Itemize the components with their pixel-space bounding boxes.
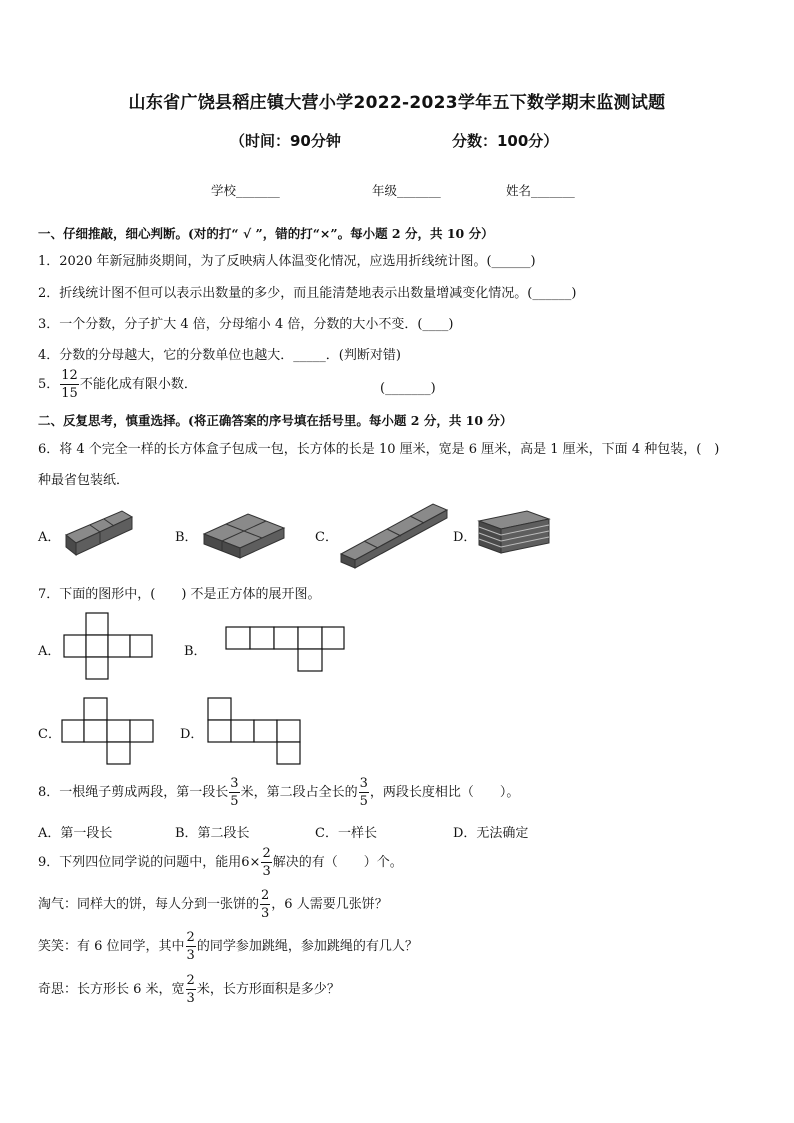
q6-option-c-label: C． bbox=[315, 530, 338, 545]
fraction-3-5 bbox=[359, 777, 369, 808]
grade-field[interactable]: 年级_______ bbox=[372, 183, 441, 198]
section-heading-2: 二、反复思考，慎重选择。(将正确答案的序号填在括号里。每小题 2 分，共 10 分） bbox=[38, 413, 513, 428]
fraction-denominator: 5 bbox=[359, 794, 368, 809]
q8-choice-c: C．一样长 bbox=[315, 826, 377, 841]
question-9-part-2: 解决的有（ ）个。 bbox=[272, 855, 403, 870]
cube-net-a bbox=[63, 612, 158, 682]
q7-option-d-label: D． bbox=[180, 727, 204, 742]
statement-taoqi-part-2: ，6 人需要几张饼？ bbox=[271, 897, 388, 912]
question-7: 7．下面的图形中，( ) 不是正方体的展开图。 bbox=[38, 587, 321, 602]
question-5 bbox=[38, 369, 197, 400]
q8-choice-a: A．第一段长 bbox=[38, 826, 113, 841]
fraction-denominator: 15 bbox=[61, 386, 78, 401]
question-5-number: 5． bbox=[38, 377, 60, 392]
question-3: 3．一个分数，分子扩大 4 倍，分母缩小 4 倍，分数的大小不变．(____) bbox=[38, 317, 454, 332]
fraction-numerator: 2 bbox=[186, 973, 195, 988]
question-8 bbox=[38, 777, 519, 808]
fraction-numerator: 3 bbox=[359, 776, 368, 791]
fraction-2-3 bbox=[260, 889, 270, 920]
question-8-part-2: 米，第二段占全长的 bbox=[240, 785, 358, 800]
q8-choice-d: D．无法确定 bbox=[453, 826, 529, 841]
q7-option-b-label: B． bbox=[184, 644, 207, 659]
package-a-illustration bbox=[60, 505, 140, 560]
package-c-illustration bbox=[335, 498, 450, 573]
fraction-denominator: 3 bbox=[262, 864, 271, 879]
q6-option-d-label: D． bbox=[453, 530, 477, 545]
fraction-numerator: 2 bbox=[261, 888, 270, 903]
fraction-denominator: 3 bbox=[186, 991, 195, 1006]
fraction-numerator: 2 bbox=[186, 930, 195, 945]
fraction-2-3 bbox=[186, 931, 196, 962]
name-field[interactable]: 姓名_______ bbox=[506, 183, 575, 198]
question-1: 1．2020 年新冠肺炎期间，为了反映病人体温变化情况，应选用折线统计图。(______) bbox=[38, 254, 536, 269]
fraction-numerator: 2 bbox=[262, 846, 271, 861]
question-9-part-1: 9．下列四位同学说的问题中，能用 bbox=[38, 855, 242, 870]
question-5-text: 不能化成有限小数． bbox=[79, 377, 197, 392]
cube-net-d bbox=[207, 697, 307, 767]
fraction-12-15 bbox=[60, 369, 79, 400]
fraction-denominator: 3 bbox=[186, 948, 195, 963]
statement-qisi bbox=[38, 974, 340, 1005]
statement-qisi-part-1: 奇思：长方形长 6 米，宽 bbox=[38, 982, 185, 997]
fraction-3-5 bbox=[229, 777, 239, 808]
fraction-denominator: 3 bbox=[261, 906, 270, 921]
package-d-illustration bbox=[475, 507, 555, 559]
statement-xiaoxiao-part-1: 笑笑：有 6 位同学，其中 bbox=[38, 939, 185, 954]
q6-option-b-label: B． bbox=[175, 530, 198, 545]
statement-xiaoxiao bbox=[38, 931, 418, 962]
cube-net-c bbox=[61, 697, 159, 767]
section-heading-1: 一、仔细推敲，细心判断。(对的打“ √ ”，错的打“×”。每小题 2 分，共 10 分） bbox=[38, 226, 494, 241]
statement-taoqi bbox=[38, 889, 388, 920]
question-8-part-1: 8．一根绳子剪成两段，第一段长 bbox=[38, 785, 229, 800]
statement-taoqi-part-1: 淘气：同样大的饼，每人分到一张饼的 bbox=[38, 897, 260, 912]
q8-choice-b: B．第二段长 bbox=[175, 826, 250, 841]
question-4: 4．分数的分母越大，它的分数单位也越大．_____．(判断对错) bbox=[38, 348, 401, 363]
fraction-numerator: 3 bbox=[230, 776, 239, 791]
cube-net-b bbox=[225, 626, 350, 676]
page-title: 山东省广饶县稻庄镇大营小学2022-2023学年五下数学期末监测试题 bbox=[128, 93, 666, 113]
school-field[interactable]: 学校_______ bbox=[211, 183, 280, 198]
q7-option-c-label: C． bbox=[38, 727, 61, 742]
q7-option-a-label: A． bbox=[38, 644, 61, 659]
fraction-2-3 bbox=[261, 847, 271, 878]
fraction-numerator: 12 bbox=[61, 368, 78, 383]
q6-option-a-label: A． bbox=[38, 530, 61, 545]
question-8-part-3: ，两段长度相比（ ）。 bbox=[369, 785, 520, 800]
question-6-line-1: 6．将 4 个完全一样的长方体盒子包成一包，长方体的长是 10 厘米，宽是 6 厘米，高是 1 厘米，下面 4 种包装，( ) bbox=[38, 442, 720, 457]
package-b-illustration bbox=[198, 500, 288, 560]
question-5-blank[interactable]: (_______) bbox=[380, 381, 436, 396]
statement-qisi-part-2: 米，长方形面积是多少？ bbox=[196, 982, 340, 997]
statement-xiaoxiao-part-2: 的同学参加跳绳，参加跳绳的有几人？ bbox=[196, 939, 418, 954]
fraction-denominator: 5 bbox=[230, 794, 239, 809]
question-9 bbox=[38, 847, 403, 878]
exam-score: 分数：100分） bbox=[452, 132, 559, 150]
question-9-expression: 6× bbox=[241, 855, 261, 870]
question-2: 2．折线统计图不但可以表示出数量的多少，而且能清楚地表示出数量增减变化情况。(______) bbox=[38, 286, 577, 301]
exam-time: （时间：90分钟 bbox=[230, 132, 341, 150]
question-6-line-2: 种最省包装纸． bbox=[38, 473, 130, 488]
fraction-2-3 bbox=[186, 974, 196, 1005]
